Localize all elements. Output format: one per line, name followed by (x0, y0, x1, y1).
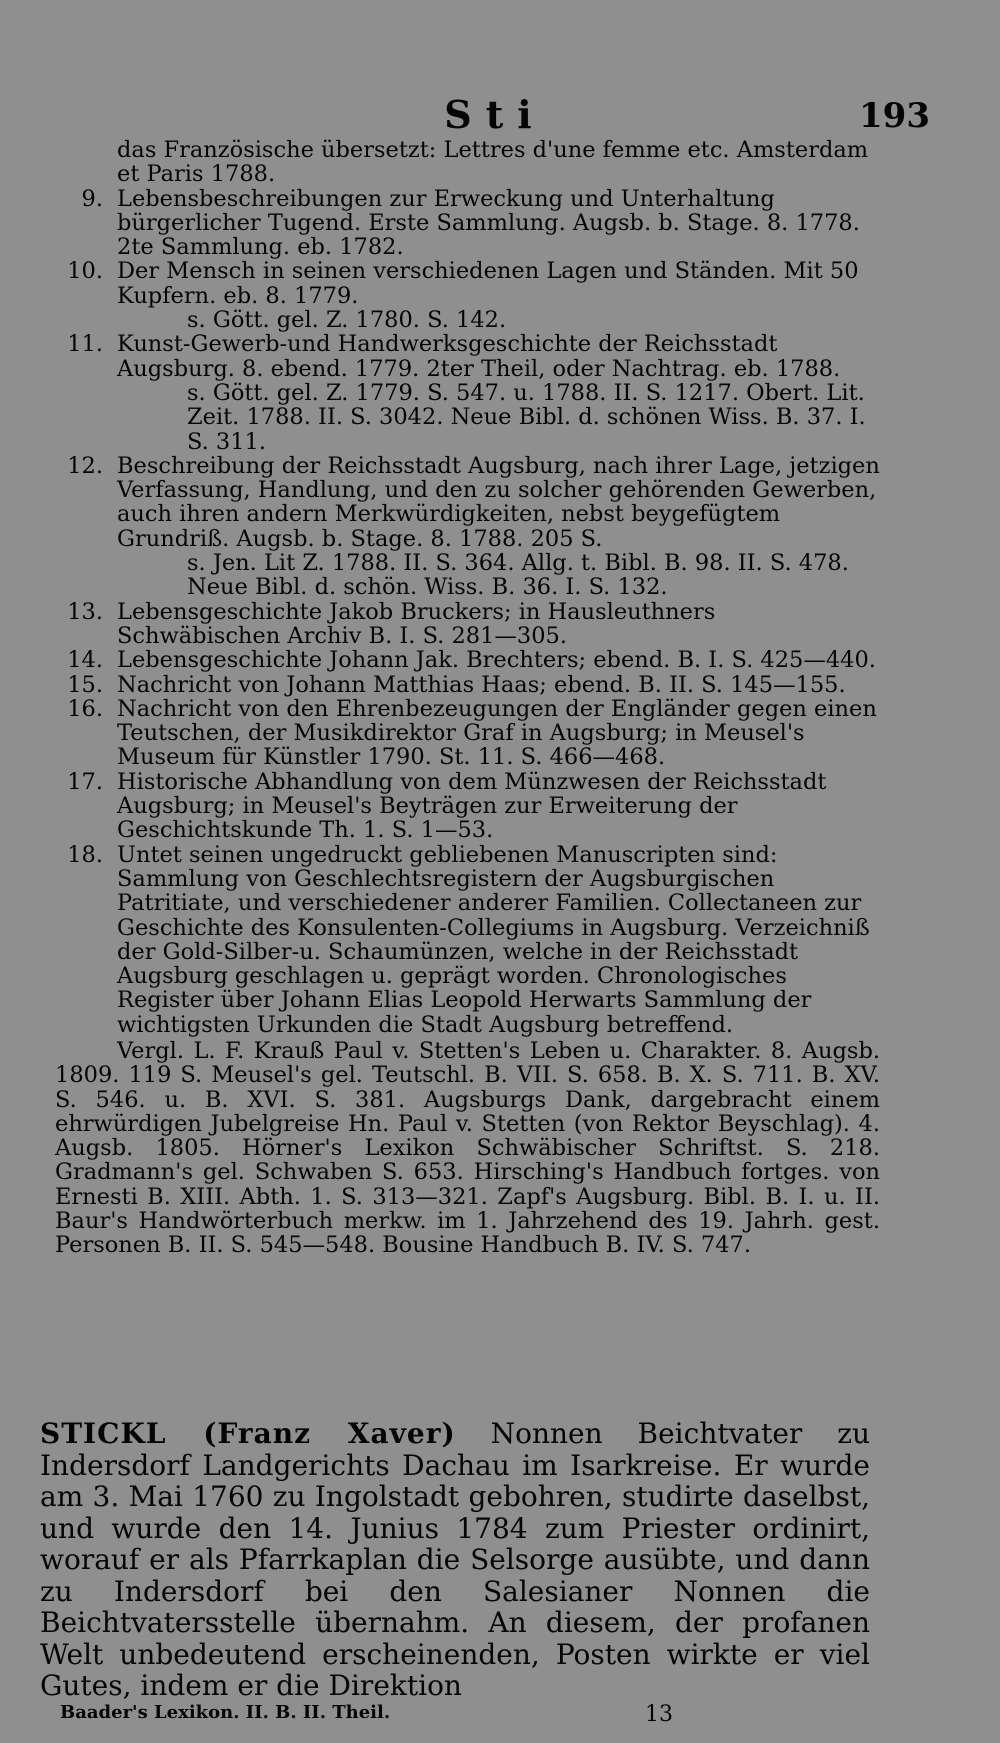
entry-number: 12. (67, 452, 103, 479)
entry-text: Nachricht von den Ehrenbezeugungen der Engländer gegen einen Teutschen, der Musikdirektor Graf in Augsburg; in Meusel's Museum für Künstler 1790. St. 11. S. 466—468. (117, 695, 877, 771)
page-number: 193 (859, 96, 930, 136)
entry-number: 14. (67, 647, 103, 674)
entry-text: Historische Abhandlung von dem Münzwesen der Reichsstadt Augsburg; in Meusel's Beyträgen zur Erweiterung der Geschichtskunde Th. 1. S. 1—53. (117, 768, 827, 844)
list-item (55, 697, 880, 770)
entry-text: Untet seinen ungedruckt gebliebenen Manuscripten sind: Sammlung von Geschlechtsregistern der Augsburgischen Patritiate, und verschiedener anderer Familien. Collectaneen zur Geschichte des Konsulenten-Collegiums in Augsburg. Verzeichniß der Gold-Silber-u. Schaumünzen, welche in der Reichsstadt Augsburg geschlagen u. geprägt worden. Chronologisches Register über Johann Elias Leopold Herwarts Sammlung der wichtigsten Urkunden die Stadt Augsburg betreffend. (117, 841, 870, 1038)
page-footer (60, 1702, 940, 1728)
list-item (55, 673, 880, 697)
entry-text: Lebensgeschichte Jakob Bruckers; in Hausleuthners Schwäbischen Archiv B. I. S. 281—305. (117, 598, 716, 649)
list-item (55, 187, 880, 260)
entry-reference: s. Jen. Lit Z. 1788. II. S. 364. Allg. t. Bibl. B. 98. II. S. 478. Neue Bibl. d. schön. Wiss. B. 36. I. S. 132. (187, 550, 849, 601)
page-header (60, 92, 930, 142)
entry-text: Lebensgeschichte Johann Jak. Brechters; ebend. B. I. S. 425—440. (117, 647, 876, 674)
entry-number: 13. (67, 598, 103, 625)
printer-signature: Baader's Lexikon. II. B. II. Theil. (60, 1702, 391, 1723)
entry-number: 10. (67, 258, 103, 285)
entry-reference: s. Gött. gel. Z. 1780. S. 142. (187, 307, 507, 334)
entry-text: Lebensbeschreibungen zur Erweckung und Unterhaltung bürgerlicher Tugend. Erste Sammlung. Augsb. b. Stage. 8. 1778. 2te Sammlung. eb. 1782. (117, 185, 860, 261)
entry-text: Beschreibung der Reichsstadt Augsburg, nach ihrer Lage, jetzigen Verfassung, Handlung, und den zu solcher gehörenden Gewerben, auch ihren andern Merkwürdigkeiten, nebst beygefügtem Grundriß. Augsb. b. Stage. 8. 1788. 205 S. (117, 452, 880, 552)
list-item (55, 648, 880, 672)
entry-number: 17. (67, 768, 103, 795)
list-item (55, 454, 880, 600)
list-item (55, 843, 880, 1037)
entry-body: Nonnen Beichtvater zu Indersdorf Landgerichts Dachau im Isarkreise. Er wurde am 3. Mai 1760 zu Ingolstadt gebohren, studirte daselbst, und wurde den 14. Junius 1784 zum Priester ordinirt, worauf er als Pfarrkaplan die Selsorge ausübte, und dann zu Indersdorf bei den Salesianer Nonnen die Beichtvatersstelle übernahm. An diesem, der profanen Welt unbedeutend erscheinenden, Posten wirkte er viel Gutes, indem er die Direktion (40, 1417, 871, 1702)
entry-list (55, 138, 880, 1258)
entry-reference: s. Gött. gel. Z. 1779. S. 547. u. 1788. II. S. 1217. Obert. Lit. Zeit. 1788. II. S. 3042. Neue Bibl. d. schönen Wiss. B. 37. I. S. 311. (187, 379, 866, 455)
entry-number: 15. (67, 671, 103, 698)
sheet-number: 13 (645, 1702, 673, 1727)
entry-text: Kunst-Gewerb-und Handwerksgeschichte der Reichsstadt Augsburg. 8. ebend. 1779. 2ter Theil, oder Nachtrag. eb. 1788. (117, 331, 841, 382)
entry-number: 16. (67, 695, 103, 722)
entry-headword: STICKL (Franz Xaver) (40, 1417, 456, 1450)
continuation-text: das Französische übersetzt: Lettres d'une femme etc. Amsterdam et Paris 1788. (117, 137, 869, 188)
list-item (55, 259, 880, 332)
lexicon-entry (40, 1418, 870, 1702)
entry-number: 9. (81, 185, 103, 212)
entry-text: Nachricht von Johann Matthias Haas; ebend. B. II. S. 145—155. (117, 671, 846, 698)
list-item (55, 332, 880, 453)
running-head: Sti (444, 92, 546, 137)
comparison-references: Vergl. L. F. Krauß Paul v. Stetten's Leben u. Charakter. 8. Augsb. 1809. 119 S. Meusel's gel. Teutschl. B. VII. S. 658. B. X. S. 711. B. XV. S. 546. u. B. XVI. S. 381. Augsburgs Dank, dargebracht einem ehrwürdigen Jubelgreise Hn. Paul v. Stetten (von Rektor Beyschlag). 4. Augsb. 1805. Hörner's Lexikon Schwäbischer Schriftst. S. 218. Gradmann's gel. Schwaben S. 653. Hirsching's Handbuch fortges. von Ernesti B. XIII. Abth. 1. S. 313—321. Zapf's Augsburg. Bibl. B. I. u. II. Baur's Handwörterbuch merkw. im 1. Jahrzehend des 19. Jahrh. gest. Personen B. II. S. 545—548. Bousine Handbuch B. IV. S. 747. (55, 1037, 880, 1259)
entry-number: 11. (67, 331, 103, 358)
list-item (55, 770, 880, 843)
list-item (55, 600, 880, 649)
entry-number: 18. (67, 841, 103, 868)
entry-text: Der Mensch in seinen verschiedenen Lagen und Ständen. Mit 50 Kupfern. eb. 8. 1779. (117, 258, 859, 309)
